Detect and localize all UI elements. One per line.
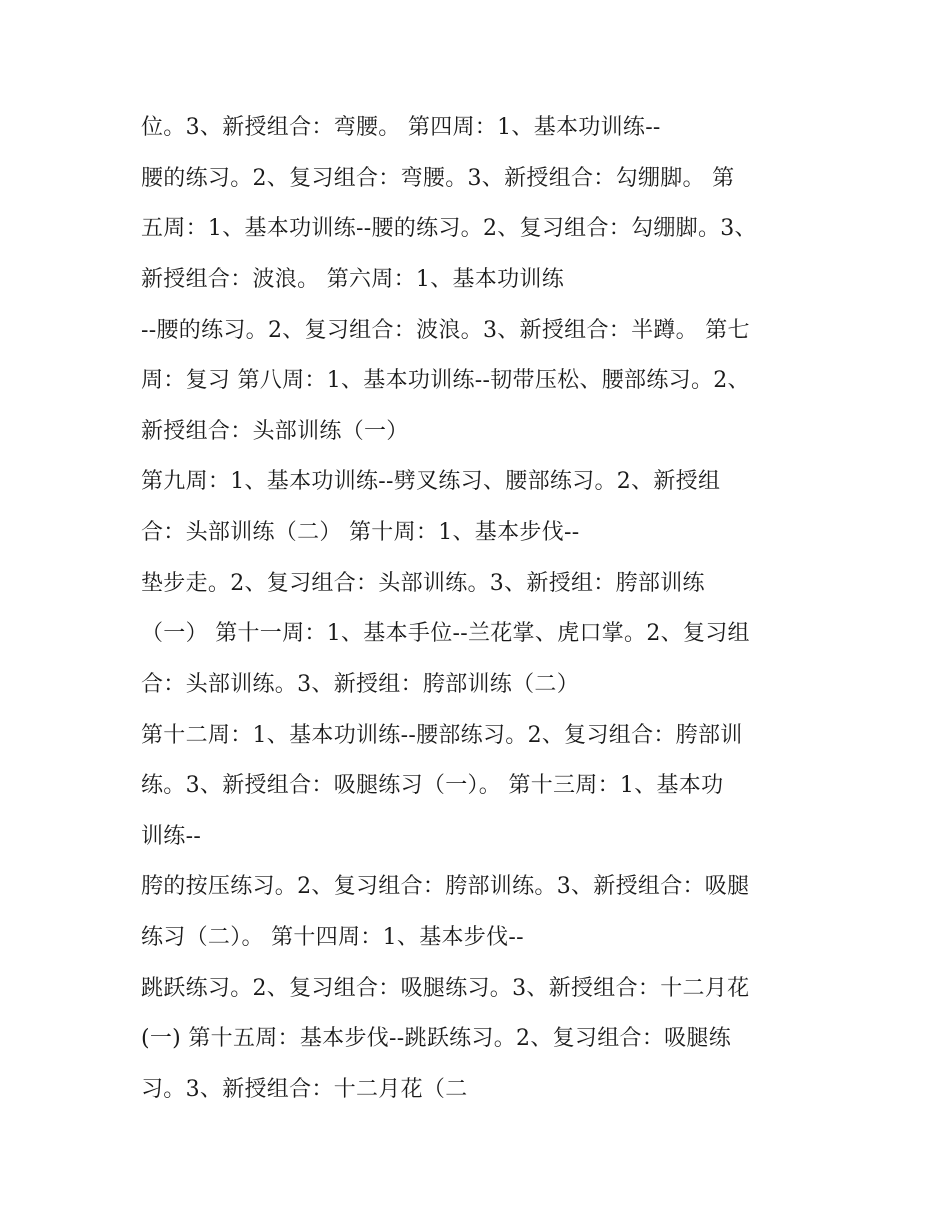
text-line-10: 垫步走。2、复习组合：头部训练。3、新授组：胯部训练	[141, 571, 705, 596]
text-line-16: 胯的按压练习。2、复习组合：胯部训练。3、新授组合：吸腿	[141, 874, 750, 899]
text-line-7: 新授组合：头部训练（一）	[141, 419, 409, 444]
text-line-4: 新授组合：波浪。 第六周：1、基本功训练	[141, 267, 564, 292]
text-line-20: 习。3、新授组合：十二月花（二	[141, 1077, 468, 1102]
text-line-14: 练。3、新授组合：吸腿练习（一）。 第十三周：1、基本功	[141, 773, 724, 798]
text-line-19: (一) 第十五周：基本步伐--跳跃练习。2、复习组合：吸腿练	[141, 1026, 732, 1051]
text-line-18: 跳跃练习。2、复习组合：吸腿练习。3、新授组合：十二月花	[141, 976, 750, 1001]
text-line-2: 腰的练习。2、复习组合：弯腰。3、新授组合：勾绷脚。 第	[141, 166, 735, 191]
text-line-17: 练习（二）。 第十四周：1、基本步伐--	[141, 925, 524, 950]
text-line-8: 第九周：1、基本功训练--劈叉练习、腰部练习。2、新授组	[141, 469, 721, 494]
text-line-13: 第十二周：1、基本功训练--腰部练习。2、复习组合：胯部训	[141, 723, 743, 748]
text-line-1: 位。3、新授组合：弯腰。 第四周：1、基本功训练--	[141, 115, 661, 140]
text-line-12: 合：头部训练。3、新授组：胯部训练（二）	[141, 672, 579, 697]
text-line-15: 训练--	[141, 824, 202, 849]
text-line-11: （一） 第十一周：1、基本手位--兰花掌、虎口掌。2、复习组	[141, 621, 750, 646]
text-line-3: 五周：1、基本功训练--腰的练习。2、复习组合：勾绷脚。3、	[141, 216, 757, 241]
text-line-5: --腰的练习。2、复习组合：波浪。3、新授组合：半蹲。 第七	[141, 318, 750, 343]
text-line-6: 周：复习 第八周：1、基本功训练--韧带压松、腰部练习。2、	[141, 368, 750, 393]
text-line-9: 合：头部训练（二） 第十周：1、基本步伐--	[141, 520, 580, 545]
